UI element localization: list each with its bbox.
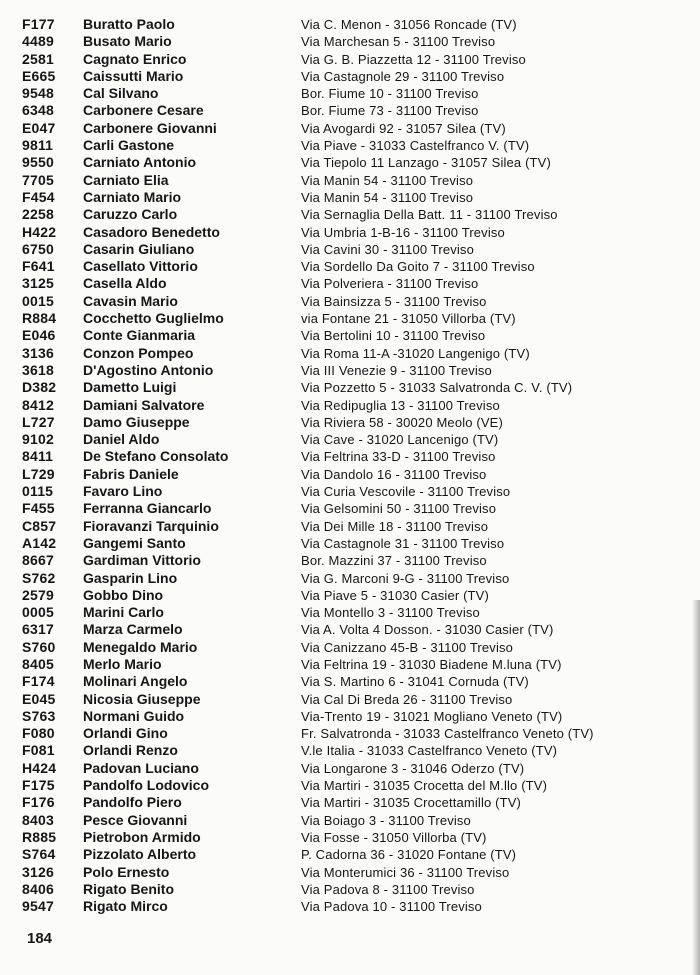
member-code: A142 [22, 534, 57, 551]
member-address: Via Padova 8 - 31100 Treviso [301, 881, 475, 897]
member-code: L729 [22, 465, 55, 482]
member-address: Via C. Menon - 31056 Roncade (TV) [301, 17, 517, 32]
member-code: 7705 [22, 171, 54, 188]
roster-row [0, 224, 700, 241]
member-name: Pizzolato Alberto [83, 846, 197, 863]
roster-row [0, 587, 700, 604]
member-roster [0, 16, 700, 915]
member-code: 3126 [22, 863, 54, 880]
member-address: Via Marchesan 5 - 31100 Treviso [301, 34, 496, 50]
member-code: 0015 [22, 292, 54, 309]
member-code: F177 [22, 16, 55, 32]
member-code: 9547 [22, 898, 54, 915]
member-code: F080 [22, 725, 55, 742]
page-edge-shadow [692, 600, 700, 975]
member-name: Nicosia Giuseppe [83, 690, 201, 707]
roster-row [0, 518, 700, 535]
member-code: F175 [22, 777, 55, 794]
roster-row [0, 362, 700, 379]
member-address: Via Cal Di Breda 26 - 31100 Treviso [301, 691, 513, 707]
member-name: Damiani Salvatore [83, 396, 205, 413]
member-address: Via Umbria 1-B-16 - 31100 Treviso [301, 224, 505, 240]
member-code: F641 [22, 258, 55, 275]
roster-row [0, 656, 700, 673]
member-address: Via Avogardi 92 - 31057 Silea (TV) [301, 120, 506, 136]
roster-row [0, 68, 700, 85]
member-name: Rigato Benito [83, 880, 174, 897]
member-code: 6348 [22, 102, 54, 119]
member-address: Via-Trento 19 - 31021 Mogliano Veneto (TV) [301, 708, 563, 724]
member-name: Rigato Mirco [83, 898, 168, 915]
member-code: 3125 [22, 275, 54, 292]
member-address: Via Martiri - 31035 Crocettamillo (TV) [301, 795, 522, 811]
member-address: Via Longarone 3 - 31046 Oderzo (TV) [301, 760, 525, 776]
member-name: Favaro Lino [83, 483, 163, 500]
member-address: Via Cavini 30 - 31100 Treviso [301, 241, 474, 257]
member-code: 9550 [22, 154, 54, 171]
member-address: V.le Italia - 31033 Castelfranco Veneto (TV) [301, 743, 558, 759]
member-code: C857 [22, 517, 57, 534]
roster-row [0, 725, 700, 742]
member-code: S762 [22, 569, 56, 586]
member-code: F454 [22, 188, 55, 205]
member-code: F455 [22, 500, 55, 517]
roster-row [0, 293, 700, 310]
member-name: Marini Carlo [83, 604, 164, 621]
roster-row [0, 431, 700, 448]
roster-row [0, 673, 700, 690]
roster-row [0, 621, 700, 638]
roster-row [0, 691, 700, 708]
member-name: Marza Carmelo [83, 621, 183, 638]
member-name: Polo Ernesto [83, 863, 170, 880]
member-name: Cavasin Mario [83, 292, 178, 309]
page-number: 184 [27, 930, 53, 947]
roster-row [0, 33, 700, 50]
member-name: Caissutti Mario [83, 67, 184, 84]
member-address: Via Feltrina 33-D - 31100 Treviso [301, 449, 496, 465]
member-name: Cal Silvano [83, 85, 159, 102]
member-address: Via Manin 54 - 31100 Treviso [301, 189, 474, 205]
roster-row [0, 483, 700, 500]
member-address: Via Riviera 58 - 30020 Meolo (VE) [301, 414, 503, 430]
roster-row [0, 864, 700, 881]
member-address: Via Dei Mille 18 - 31100 Treviso [301, 518, 489, 534]
member-address: Via Bainsizza 5 - 31100 Treviso [301, 293, 487, 309]
member-address: Via Roma 11-A -31020 Langenigo (TV) [301, 345, 530, 361]
member-address: Via Montello 3 - 31100 Treviso [301, 605, 480, 621]
member-name: Pietrobon Armido [83, 828, 201, 845]
member-address: Via G. B. Piazzetta 12 - 31100 Treviso [301, 51, 526, 67]
member-name: Buratto Paolo [83, 16, 175, 32]
roster-row [0, 327, 700, 344]
member-address: Via Padova 10 - 31100 Treviso [301, 899, 482, 915]
member-address: Via Dandolo 16 - 31100 Treviso [301, 466, 487, 482]
member-code: F176 [22, 794, 55, 811]
member-code: S764 [22, 846, 56, 863]
roster-row [0, 51, 700, 68]
member-name: Gasparin Lino [83, 569, 178, 586]
member-address: Via Piave 5 - 31030 Casier (TV) [301, 587, 489, 603]
member-code: E665 [22, 67, 56, 84]
roster-row [0, 812, 700, 829]
member-code: E046 [22, 327, 56, 344]
member-name: Caruzzo Carlo [83, 206, 178, 223]
roster-row [0, 258, 700, 275]
member-address: Via Polveriera - 31100 Treviso [301, 276, 479, 292]
member-address: via Fontane 21 - 31050 Villorba (TV) [301, 311, 516, 327]
member-name: Dametto Luigi [83, 379, 177, 396]
member-name: Padovan Luciano [83, 759, 199, 776]
roster-row [0, 172, 700, 189]
member-name: Casadoro Benedetto [83, 223, 220, 240]
member-name: Carbonere Giovanni [83, 119, 217, 136]
roster-row [0, 379, 700, 396]
roster-row [0, 414, 700, 431]
member-address: Via III Venezie 9 - 31100 Treviso [301, 362, 492, 378]
member-name: Molinari Angelo [83, 673, 188, 690]
member-code: 2258 [22, 206, 54, 223]
member-address: Via Fosse - 31050 Villorba (TV) [301, 829, 487, 845]
member-code: 8667 [22, 552, 54, 569]
member-code: E047 [22, 119, 56, 136]
member-name: Carniato Elia [83, 171, 169, 188]
member-address: P. Cadorna 36 - 31020 Fontane (TV) [301, 847, 517, 863]
member-code: 6750 [22, 240, 54, 257]
member-address: Fr. Salvatronda - 31033 Castelfranco Veneto (TV) [301, 726, 594, 742]
roster-row [0, 206, 700, 223]
roster-row [0, 794, 700, 811]
member-address: Via Cave - 31020 Lancenigo (TV) [301, 432, 499, 448]
member-code: R885 [22, 828, 57, 845]
roster-row [0, 777, 700, 794]
member-address: Via Pozzetto 5 - 31033 Salvatronda C. V. (TV) [301, 380, 573, 396]
member-name: Normani Guido [83, 707, 185, 724]
member-address: Via Boiago 3 - 31100 Treviso [301, 812, 471, 828]
member-code: 8405 [22, 655, 54, 672]
roster-row [0, 552, 700, 569]
member-address: Bor. Fiume 73 - 31100 Treviso [301, 103, 479, 119]
roster-row [0, 570, 700, 587]
member-code: 8403 [22, 811, 54, 828]
roster-row [0, 16, 700, 33]
roster-row [0, 448, 700, 465]
roster-row [0, 760, 700, 777]
roster-row [0, 898, 700, 915]
member-address: Via Sernaglia Della Batt. 11 - 31100 Treviso [301, 207, 558, 223]
roster-row [0, 310, 700, 327]
member-code: 8411 [22, 448, 54, 465]
member-name: Pandolfo Lodovico [83, 777, 209, 794]
member-code: R884 [22, 310, 57, 327]
member-name: De Stefano Consolato [83, 448, 229, 465]
member-code: 4489 [22, 33, 54, 50]
member-name: Gobbo Dino [83, 586, 164, 603]
member-address: Bor. Fiume 10 - 31100 Treviso [301, 86, 479, 102]
member-address: Via Feltrina 19 - 31030 Biadene M.luna (TV) [301, 656, 562, 672]
member-name: Gardiman Vittorio [83, 552, 201, 569]
member-code: 0005 [22, 604, 54, 621]
member-code: F081 [22, 742, 55, 759]
member-address: Via Bertolini 10 - 31100 Treviso [301, 328, 486, 344]
member-code: L727 [22, 413, 55, 430]
member-code: 6317 [22, 621, 54, 638]
member-name: Gangemi Santo [83, 534, 186, 551]
roster-row [0, 500, 700, 517]
member-code: 9102 [22, 431, 54, 448]
member-name: Conte Gianmaria [83, 327, 196, 344]
member-name: Busato Mario [83, 33, 172, 50]
member-address: Via Tiepolo 11 Lanzago - 31057 Silea (TV) [301, 155, 551, 171]
member-code: H424 [22, 759, 57, 776]
roster-row [0, 639, 700, 656]
member-name: Fabris Daniele [83, 465, 179, 482]
member-address: Via Monterumici 36 - 31100 Treviso [301, 864, 510, 880]
roster-row [0, 275, 700, 292]
roster-row [0, 881, 700, 898]
member-name: D'Agostino Antonio [83, 361, 214, 378]
member-name: Cagnato Enrico [83, 50, 187, 67]
member-address: Via A. Volta 4 Dosson. - 31030 Casier (TV) [301, 622, 554, 638]
member-name: Casella Aldo [83, 275, 167, 292]
member-name: Carbonere Cesare [83, 102, 204, 119]
member-name: Merlo Mario [83, 655, 162, 672]
member-name: Cocchetto Guglielmo [83, 310, 224, 327]
member-code: 9811 [22, 137, 54, 154]
member-name: Damo Giuseppe [83, 413, 190, 430]
member-name: Pandolfo Piero [83, 794, 182, 811]
member-code: 8406 [22, 880, 54, 897]
member-code: S760 [22, 638, 56, 655]
member-code: 3136 [22, 344, 54, 361]
member-name: Carniato Mario [83, 188, 182, 205]
roster-row [0, 345, 700, 362]
member-address: Via Canizzano 45-B - 31100 Treviso [301, 639, 514, 655]
member-name: Ferranna Giancarlo [83, 500, 212, 517]
member-address: Via Gelsomini 50 - 31100 Treviso [301, 501, 497, 517]
member-address: Bor. Mazzini 37 - 31100 Treviso [301, 553, 487, 569]
member-code: D382 [22, 379, 57, 396]
roster-row [0, 708, 700, 725]
member-address: Via Martiri - 31035 Crocetta del M.llo (TV) [301, 778, 548, 794]
member-address: Via Piave - 31033 Castelfranco V. (TV) [301, 138, 530, 154]
roster-row [0, 120, 700, 137]
roster-row [0, 397, 700, 414]
member-code: 3618 [22, 361, 54, 378]
roster-row [0, 189, 700, 206]
member-name: Daniel Aldo [83, 431, 160, 448]
member-code: 2581 [22, 50, 54, 67]
member-address: Via Sordello Da Goito 7 - 31100 Treviso [301, 259, 535, 275]
roster-row [0, 604, 700, 621]
roster-row [0, 846, 700, 863]
roster-row [0, 829, 700, 846]
member-code: 8412 [22, 396, 54, 413]
roster-row [0, 241, 700, 258]
member-address: Via Castagnole 29 - 31100 Treviso [301, 68, 505, 84]
member-address: Via Curia Vescovile - 31100 Treviso [301, 484, 511, 500]
member-address: Via G. Marconi 9-G - 31100 Treviso [301, 570, 510, 586]
roster-row [0, 466, 700, 483]
member-name: Orlandi Renzo [83, 742, 178, 759]
member-name: Casarin Giuliano [83, 240, 195, 257]
roster-row [0, 154, 700, 171]
member-name: Carniato Antonio [83, 154, 197, 171]
member-code: 2579 [22, 586, 54, 603]
member-name: Casellato Vittorio [83, 258, 198, 275]
member-code: E045 [22, 690, 56, 707]
member-code: 0115 [22, 483, 54, 500]
roster-row [0, 102, 700, 119]
member-name: Conzon Pompeo [83, 344, 194, 361]
member-name: Carli Gastone [83, 137, 175, 154]
member-code: 9548 [22, 85, 54, 102]
member-name: Menegaldo Mario [83, 638, 198, 655]
member-code: S763 [22, 707, 56, 724]
member-code: H422 [22, 223, 57, 240]
roster-row [0, 85, 700, 102]
roster-row [0, 742, 700, 759]
member-code: F174 [22, 673, 55, 690]
member-address: Via Castagnole 31 - 31100 Treviso [301, 535, 505, 551]
member-address: Via Redipuglia 13 - 31100 Treviso [301, 397, 500, 413]
roster-row [0, 137, 700, 154]
member-name: Orlandi Gino [83, 725, 168, 742]
member-name: Fioravanzi Tarquinio [83, 517, 219, 534]
member-name: Pesce Giovanni [83, 811, 188, 828]
member-address: Via S. Martino 6 - 31041 Cornuda (TV) [301, 674, 529, 690]
member-address: Via Manin 54 - 31100 Treviso [301, 172, 474, 188]
roster-row [0, 535, 700, 552]
